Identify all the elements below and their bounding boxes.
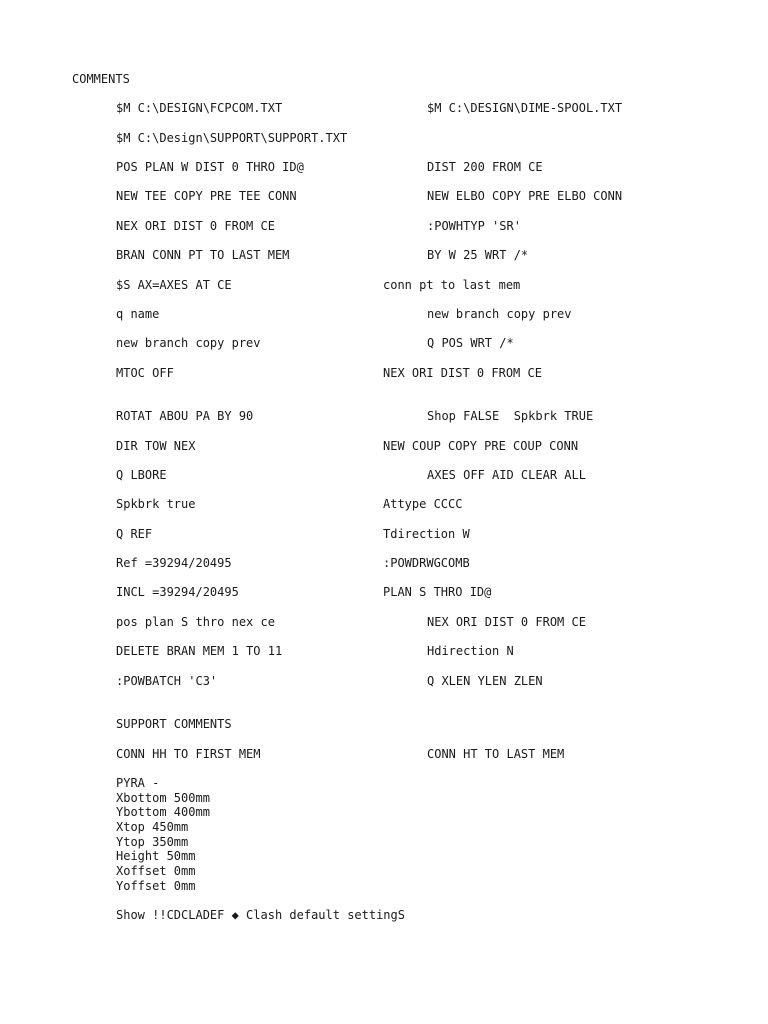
pyra-line-3: Ybottom 400mm [116,805,210,819]
cmd-r8-left: q name [116,307,160,321]
cmd-r13-right: AXES OFF AID CLEAR ALL [427,468,586,482]
cmd-r10-right: NEX ORI DIST 0 FROM CE [383,366,542,380]
cmd-r19-right: Hdirection N [427,644,514,658]
cmd-r4-left: NEW TEE COPY PRE TEE CONN [116,189,297,203]
cmd-r9-left: new branch copy prev [116,336,261,350]
pyra-line-7: Xoffset 0mm [116,864,196,878]
cmd-r5-right: :POWHTYP 'SR' [427,219,521,233]
cmd-r10-left: MTOC OFF [116,366,174,380]
cmd-r14-right: Attype CCCC [383,497,463,511]
pyra-line-4: Xtop 450mm [116,820,189,834]
cmd-r20-right: Q XLEN YLEN ZLEN [427,674,543,688]
cmd-r11-right: Shop FALSE Spkbrk TRUE [427,409,594,423]
cmd-r15-right: Tdirection W [383,527,470,541]
cmd-r8-right: new branch copy prev [427,307,572,321]
cmd-r12-right: NEW COUP COPY PRE COUP CONN [383,439,579,453]
cmd-r14-left: Spkbrk true [116,497,196,511]
cmd-r18-right: NEX ORI DIST 0 FROM CE [427,615,586,629]
cmd-r5-left: NEX ORI DIST 0 FROM CE [116,219,275,233]
support-cmd-right: CONN HT TO LAST MEM [427,747,565,761]
cmd-r15-left: Q REF [116,527,153,541]
cmd-r1-left: $M C:\DESIGN\FCPCOM.TXT [116,101,283,115]
cmd-r3-left: POS PLAN W DIST 0 THRO ID@ [116,160,304,174]
cmd-r20-left: :POWBATCH 'C3' [116,674,218,688]
cmd-r17-right: PLAN S THRO ID@ [383,585,492,599]
pyra-line-1: PYRA - [116,776,160,790]
cmd-r6-right: BY W 25 WRT /* [427,248,529,262]
cmd-r7-right: conn pt to last mem [383,278,521,292]
cmd-r11-left: ROTAT ABOU PA BY 90 [116,409,254,423]
cmd-r18-left: pos plan S thro nex ce [116,615,275,629]
pyra-line-2: Xbottom 500mm [116,791,210,805]
cmd-r1-right: $M C:\DESIGN\DIME-SPOOL.TXT [427,101,623,115]
cmd-r12-left: DIR TOW NEX [116,439,196,453]
cmd-r9-right: Q POS WRT /* [427,336,514,350]
pyra-line-8: Yoffset 0mm [116,879,196,893]
pyra-line-6: Height 50mm [116,849,196,863]
cmd-r16-left: Ref =39294/20495 [116,556,232,570]
cmd-r6-left: BRAN CONN PT TO LAST MEM [116,248,290,262]
comments-heading: COMMENTS [72,72,130,86]
cmd-r19-left: DELETE BRAN MEM 1 TO 11 [116,644,283,658]
pyra-line-5: Ytop 350mm [116,835,189,849]
cmd-r3-right: DIST 200 FROM CE [427,160,543,174]
support-comments-heading: SUPPORT COMMENTS [116,717,232,731]
cmd-r2-left: $M C:\Design\SUPPORT\SUPPORT.TXT [116,131,348,145]
cmd-r16-right: :POWDRWGCOMB [383,556,470,570]
cmd-r7-left: $S AX=AXES AT CE [116,278,232,292]
support-cmd-left: CONN HH TO FIRST MEM [116,747,261,761]
cmd-r4-right: NEW ELBO COPY PRE ELBO CONN [427,189,623,203]
show-clash-default-line: Show !!CDCLADEF ◆ Clash default settingS [116,908,405,922]
cmd-r17-left: INCL =39294/20495 [116,585,239,599]
cmd-r13-left: Q LBORE [116,468,167,482]
